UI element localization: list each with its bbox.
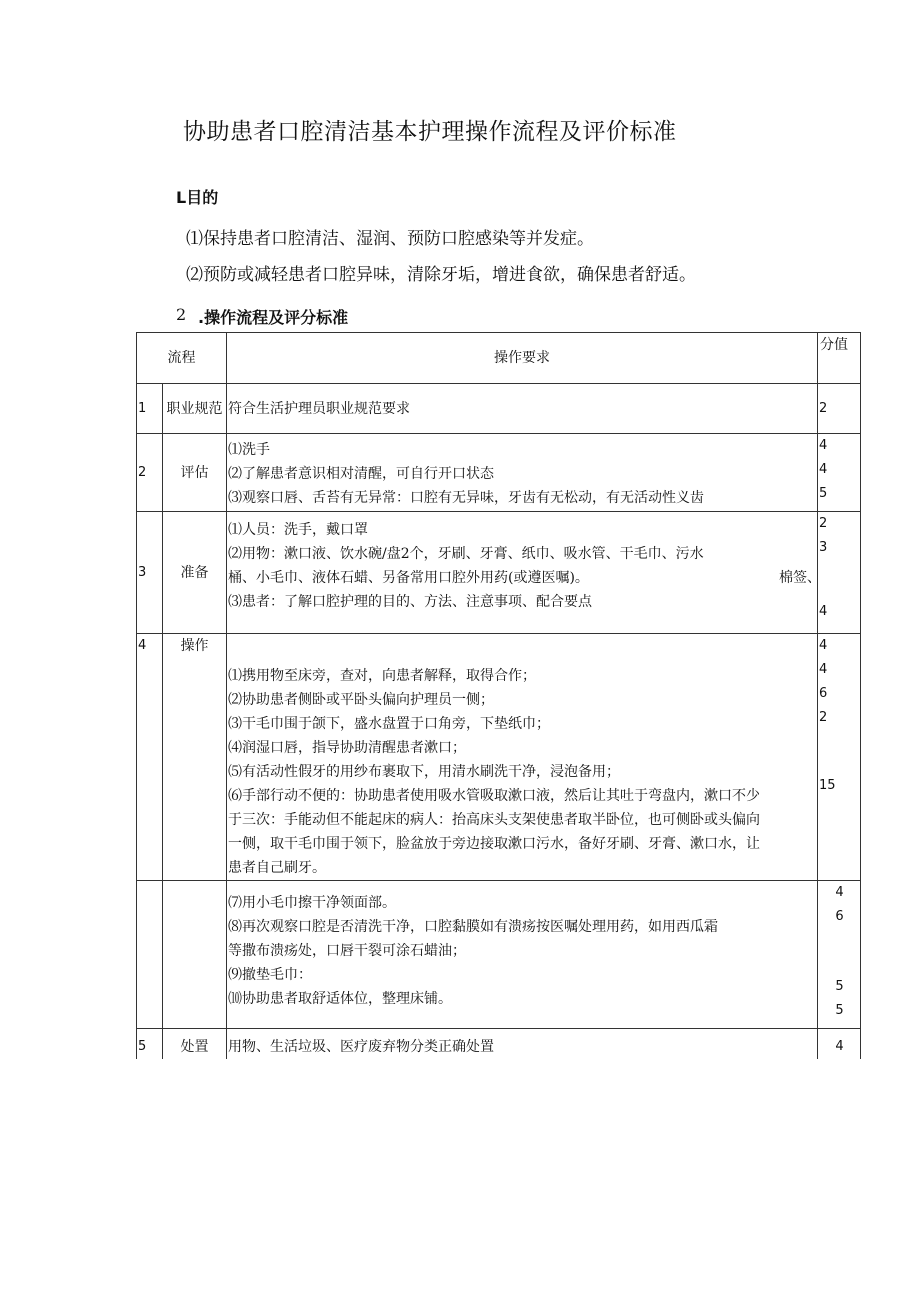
score-value: 2 bbox=[819, 400, 828, 416]
requirement-line: ⑺用小毛巾擦干净领面部。 bbox=[228, 895, 396, 911]
score-value: 4 bbox=[835, 885, 844, 900]
row-3-requirement bbox=[227, 512, 821, 634]
requirement-line: 患者自己刷牙。 bbox=[228, 860, 326, 876]
row-4b-process bbox=[163, 881, 227, 1029]
row-5-score bbox=[818, 1029, 861, 1060]
requirement-line: ⑴携用物至床旁，查对，向患者解释，取得合作； bbox=[228, 668, 536, 684]
table-row bbox=[137, 881, 861, 1029]
score-value: 2 bbox=[819, 710, 828, 725]
score-value: 6 bbox=[819, 686, 828, 701]
requirement-line: 于三次：手能动但不能起床的病人：抬高床头支架使患者取半卧位，也可侧卧或头偏向 bbox=[228, 812, 760, 828]
requirement-line: 符合生活护理员职业规范要求 bbox=[228, 400, 410, 417]
score-value: 2 bbox=[819, 516, 828, 531]
row-4b-score bbox=[818, 881, 861, 1029]
requirement-line: ⑵协助患者侧卧或平卧头偏向护理员一侧； bbox=[228, 692, 494, 708]
purpose-item-2: ⑵预防或减轻患者口腔异味，清除牙垢，增进食欲，确保患者舒适。 bbox=[186, 265, 696, 285]
requirement-line: ⑼撤垫毛巾： bbox=[228, 967, 312, 983]
document-title: 协助患者口腔清洁基本护理操作流程及评价标准 bbox=[183, 119, 677, 145]
row-3-number: 3 bbox=[137, 512, 163, 634]
row-2-number: 2 bbox=[137, 434, 163, 512]
score-value: 4 bbox=[819, 662, 828, 677]
row-3-score bbox=[818, 512, 861, 634]
requirement-line: 等撒布溃疡处，口唇干裂可涂石蜡油； bbox=[228, 943, 466, 959]
table-row bbox=[137, 634, 861, 881]
score-value: 3 bbox=[819, 540, 828, 555]
purpose-item-1: ⑴保持患者口腔清洁、湿润、预防口腔感染等并发症。 bbox=[186, 229, 594, 249]
row-5-number: 5 bbox=[137, 1029, 163, 1060]
row-1-requirement bbox=[227, 384, 818, 434]
table-row bbox=[137, 384, 861, 434]
section-2-number: 2 bbox=[176, 305, 187, 324]
row-3-process: 准备 bbox=[163, 512, 227, 634]
row-1-process: 职业规范 bbox=[163, 384, 227, 434]
requirement-line: ⑴人员：洗手，戴口罩 bbox=[228, 522, 368, 538]
requirement-line: ⑸有活动性假牙的用纱布裹取下，用清水刷洗干净，浸泡备用； bbox=[228, 764, 620, 780]
row-2-process: 评估 bbox=[163, 434, 227, 512]
section-1-heading: L目的 bbox=[176, 188, 219, 207]
requirement-line: ⑶患者：了解口腔护理的目的、方法、注意事项、配合要点 bbox=[228, 594, 592, 610]
requirement-line: ⑹手部行动不便的：协助患者使用吸水管吸取漱口液，然后让其吐于弯盘内，漱口不少 bbox=[228, 788, 760, 804]
table-header-row bbox=[137, 333, 861, 384]
requirement-line: ⑶观察口唇、舌苔有无异常：口腔有无异味，牙齿有无松动，有无活动性义齿 bbox=[228, 490, 704, 506]
requirement-line: ⑻再次观察口腔是否清洗干净，口腔黏膜如有溃疡按医嘱处理用药，如用西瓜霜 bbox=[228, 919, 718, 935]
requirement-line: ⑴洗手 bbox=[228, 442, 270, 458]
table-row bbox=[137, 434, 861, 512]
requirement-line: ⑽协助患者取舒适体位，整理床铺。 bbox=[228, 991, 452, 1007]
requirement-line: ⑶干毛巾围于颌下，盛水盘置于口角旁，下垫纸巾； bbox=[228, 716, 550, 732]
score-value: 4 bbox=[819, 604, 828, 619]
requirement-line: 桶、小毛巾、液体石蜡、另备常用口腔外用药(或遵医嘱)。 bbox=[228, 570, 589, 586]
score-value: 6 bbox=[835, 909, 844, 924]
header-requirement: 操作要求 bbox=[227, 333, 818, 384]
procedure-table bbox=[136, 332, 861, 1059]
requirement-line: ⑷润湿口唇，指导协助清醒患者漱口； bbox=[228, 740, 466, 756]
score-value: 5 bbox=[835, 1003, 844, 1018]
requirement-line: ⑵用物：漱口液、饮水碗/盘2个，牙刷、牙膏、纸巾、吸水管、干毛巾、污水 bbox=[228, 546, 704, 562]
header-score: 分值 bbox=[818, 333, 861, 384]
requirement-extra: 棉签、 bbox=[779, 570, 821, 586]
table-row bbox=[137, 1029, 861, 1060]
header-process: 流程 bbox=[137, 333, 227, 384]
score-value: 4 bbox=[819, 638, 828, 653]
row-2-score bbox=[818, 434, 861, 512]
row-4-process: 操作 bbox=[163, 634, 227, 881]
row-4-number: 4 bbox=[137, 634, 163, 881]
row-1-number: 1 bbox=[137, 384, 163, 434]
requirement-line: 一侧，取干毛巾围于领下，脸盆放于旁边接取漱口污水，备好牙刷、牙膏、漱口水，让 bbox=[228, 836, 760, 852]
score-value: 5 bbox=[835, 979, 844, 994]
requirement-line: ⑵了解患者意识相对清醒，可自行开口状态 bbox=[228, 466, 494, 482]
score-value: 5 bbox=[819, 486, 828, 501]
table-row bbox=[137, 512, 861, 634]
section-2-heading: .操作流程及评分标准 bbox=[198, 308, 349, 327]
row-4-requirement bbox=[227, 634, 818, 881]
score-value: 4 bbox=[819, 462, 828, 477]
score-value: 15 bbox=[819, 778, 836, 793]
row-5-process: 处置 bbox=[163, 1029, 227, 1060]
score-value: 4 bbox=[819, 438, 828, 453]
row-4-score bbox=[818, 634, 861, 881]
row-5-requirement bbox=[227, 1029, 818, 1060]
row-2-requirement bbox=[227, 434, 818, 512]
row-4b-requirement bbox=[227, 881, 818, 1029]
row-1-score bbox=[818, 384, 861, 434]
requirement-line: 用物、生活垃圾、医疗废弃物分类正确处置 bbox=[228, 1039, 494, 1055]
score-value: 4 bbox=[835, 1039, 844, 1054]
row-4b-number bbox=[137, 881, 163, 1029]
